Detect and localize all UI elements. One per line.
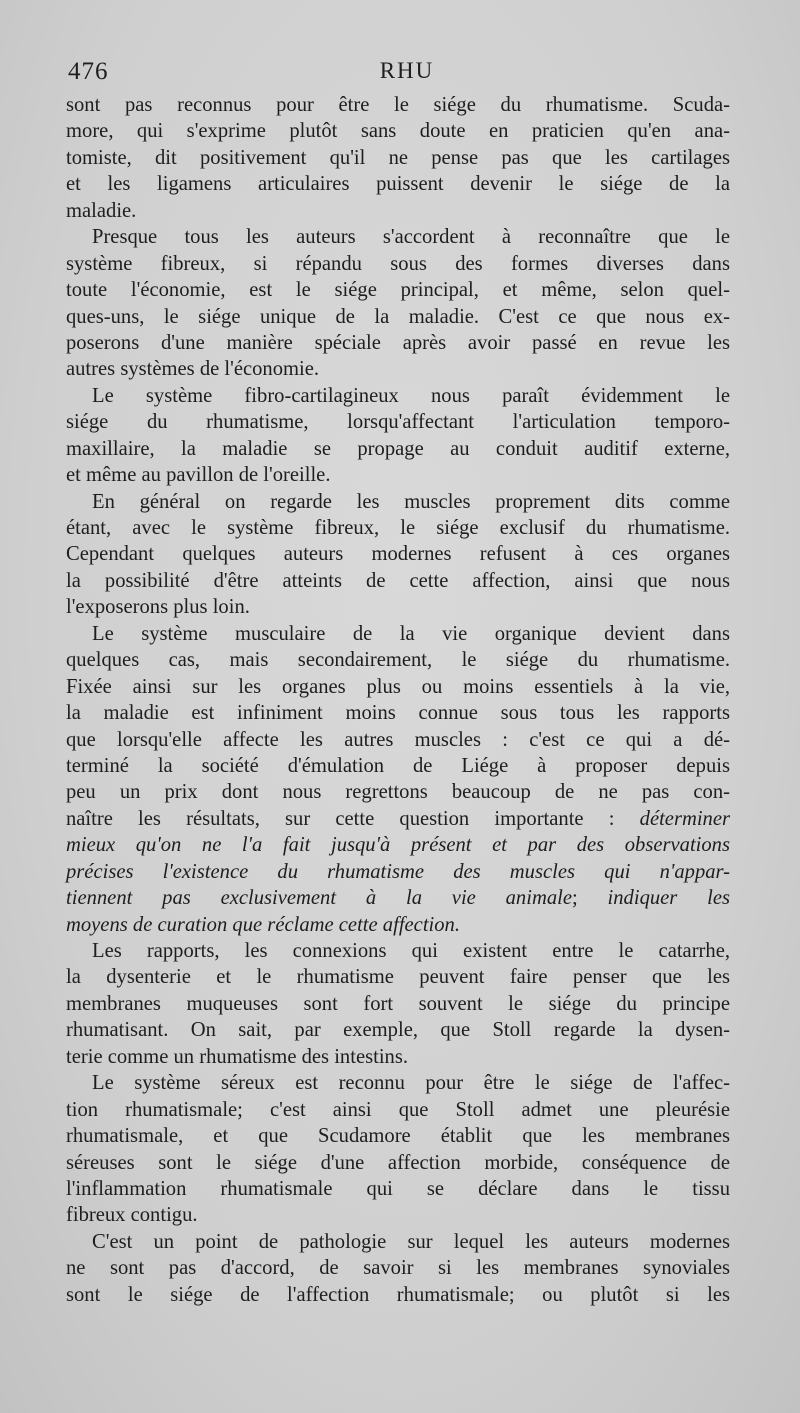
text-line: fibreux contigu. <box>66 1204 198 1227</box>
headword: RHU <box>379 58 435 83</box>
text-line: rhumatisant. On sait, par exemple, que Stoll regarde la dysen- <box>66 1019 730 1042</box>
text-line: Le système musculaire de la vie organique devient dans <box>92 622 730 645</box>
text-line: peu un prix dont nous regrettons beaucoup de ne pas con- <box>66 781 730 804</box>
text-line: système fibreux, si répandu sous des formes diverses dans <box>66 252 730 275</box>
text-line: membranes muqueuses sont fort souvent le siége du principe <box>66 992 730 1015</box>
text-line-italic: précises l'existence du rhumatisme des muscles qui n'appar- <box>66 860 730 883</box>
page-number: 476 <box>68 58 109 85</box>
text-line: quelques cas, mais secondairement, le siége du rhumatisme. <box>66 649 730 672</box>
text-line: siége du rhumatisme, lorsqu'affectant l'articulation temporo- <box>66 411 730 434</box>
text-line: Fixée ainsi sur les organes plus ou moins essentiels à la vie, <box>66 675 730 698</box>
text-line: la possibilité d'être atteints de cette affection, ainsi que nous <box>66 569 730 592</box>
text-line: ne sont pas d'accord, de savoir si les membranes synoviales <box>66 1257 730 1280</box>
text-line: C'est un point de pathologie sur lequel les auteurs modernes <box>92 1230 730 1253</box>
text-line: étant, avec le système fibreux, le siége exclusif du rhumatisme. <box>66 517 730 539</box>
text-line: l'exposerons plus loin. <box>66 596 250 619</box>
text-line: séreuses sont le siége d'une affection morbide, conséquence de <box>66 1151 730 1174</box>
text-line: rhumatismale, et que Scudamore établit que les membranes <box>66 1125 730 1148</box>
text-line: et même au pavillon de l'oreille. <box>66 464 331 487</box>
text-line: et les ligamens articulaires puissent devenir le siége de la <box>66 173 730 196</box>
text-line: la maladie est infiniment moins connue sous tous les rapports <box>66 702 730 725</box>
text-line-italic: mieux qu'on ne l'a fait jusqu'à présent et par des observations <box>66 834 730 857</box>
text-line: maladie. <box>66 199 137 222</box>
text-line: ques-uns, le siége unique de la maladie. C'est ce que nous ex- <box>66 305 730 328</box>
text-line: Les rapports, les connexions qui existent entre le catarrhe, <box>92 940 730 962</box>
running-head <box>62 58 752 94</box>
text-line: autres systèmes de l'économie. <box>66 358 320 381</box>
text-line: more, qui s'exprime plutôt sans doute en praticien qu'en ana- <box>66 120 730 143</box>
text-line-mixed <box>66 885 730 911</box>
text-line-mixed <box>66 806 730 832</box>
text-line: tomiste, dit positivement qu'il ne pense pas que les cartilages <box>66 146 730 169</box>
text-line: la dysenterie et le rhumatisme peuvent faire penser que les <box>66 966 730 989</box>
text-line: terie comme un rhumatisme des intestins. <box>66 1045 409 1068</box>
body-text <box>66 92 730 1308</box>
text-line: toute l'économie, est le siége principal, et même, selon quel- <box>66 279 730 302</box>
italic-run: déterminer <box>639 807 730 830</box>
text-line: En général on regarde les muscles proprement dits comme <box>92 490 730 513</box>
text-line: terminé la société d'émulation de Liége à proposer depuis <box>66 754 730 777</box>
text-line: Cependant quelques auteurs modernes refusent à ces organes <box>66 543 730 566</box>
italic-run: indiquer les <box>607 887 731 910</box>
text-line: sont pas reconnus pour être le siége du rhumatisme. Scuda- <box>66 94 730 116</box>
text-line: que lorsqu'elle affecte les autres muscles : c'est ce qui a dé- <box>66 728 730 751</box>
text-line: maxillaire, la maladie se propage au conduit auditif externe, <box>66 437 730 460</box>
text-line: Presque tous les auteurs s'accordent à reconnaître que le <box>92 226 730 249</box>
text-line: tion rhumatismale; c'est ainsi que Stoll admet une pleurésie <box>66 1098 730 1121</box>
text-run: ; <box>571 887 608 910</box>
text-line: poserons d'une manière spéciale après avoir passé en revue les <box>66 331 730 354</box>
text-line-italic: moyens de curation que réclame cette affection. <box>66 913 461 936</box>
text-line: sont le siége de l'affection rhumatismale; ou plutôt si les <box>66 1283 730 1306</box>
italic-run: tiennent pas exclusivement à la vie animale <box>66 887 572 910</box>
text-run: naître les résultats, sur cette question importante : <box>66 807 640 830</box>
text-line: Le système fibro-cartilagineux nous paraît évidemment le <box>92 384 730 407</box>
text-line: l'inflammation rhumatismale qui se déclare dans le tissu <box>66 1177 730 1200</box>
text-line: Le système séreux est reconnu pour être le siége de l'affec- <box>92 1072 730 1095</box>
